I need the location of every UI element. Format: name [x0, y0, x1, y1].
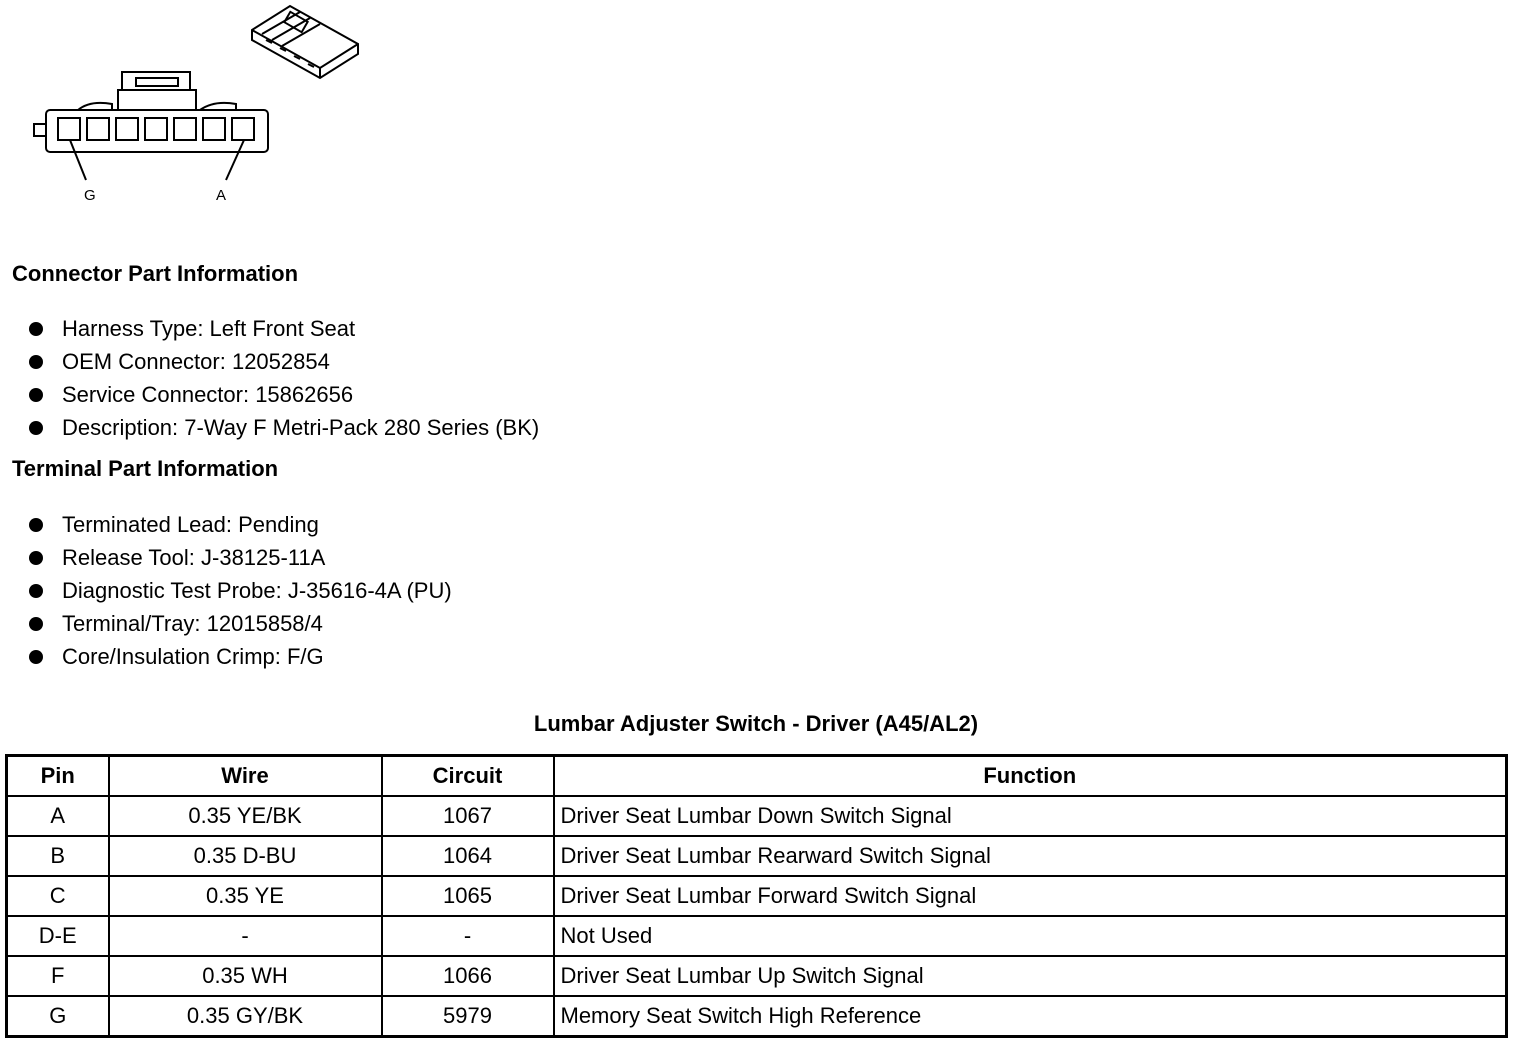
pin-label-a: A [216, 187, 227, 204]
cell-circuit: - [382, 916, 554, 956]
header-circuit: Circuit [382, 756, 554, 797]
cell-pin: G [7, 996, 109, 1037]
pinout-table [5, 754, 1508, 1038]
cell-wire: 0.35 WH [109, 956, 382, 996]
header-wire: Wire [109, 756, 382, 797]
table-row [7, 996, 1507, 1037]
pin-label-g: G [84, 187, 96, 204]
bullet-icon [29, 388, 43, 402]
cell-pin: C [7, 876, 109, 916]
cell-wire: - [109, 916, 382, 956]
cell-pin: D-E [7, 916, 109, 956]
cell-wire: 0.35 YE/BK [109, 796, 382, 836]
list-item: Terminated Lead: Pending [0, 508, 452, 541]
bullet-icon [29, 617, 43, 631]
cell-function: Driver Seat Lumbar Rearward Switch Signal [554, 836, 1507, 876]
cell-function: Not Used [554, 916, 1507, 956]
table-row [7, 916, 1507, 956]
list-item: Service Connector: 15862656 [0, 378, 539, 411]
cell-wire: 0.35 GY/BK [109, 996, 382, 1037]
bullet-icon [29, 584, 43, 598]
bullet-icon [29, 650, 43, 664]
header-pin: Pin [7, 756, 109, 797]
list-item: Core/Insulation Crimp: F/G [0, 640, 452, 673]
connector-front-view [34, 72, 268, 180]
list-item: Terminal/Tray: 12015858/4 [0, 607, 452, 640]
cell-function: Driver Seat Lumbar Down Switch Signal [554, 796, 1507, 836]
cell-pin: F [7, 956, 109, 996]
table-row [7, 956, 1507, 996]
list-item: OEM Connector: 12052854 [0, 345, 539, 378]
header-function: Function [554, 756, 1507, 797]
bullet-icon [29, 421, 43, 435]
table-row [7, 876, 1507, 916]
cell-circuit: 1065 [382, 876, 554, 916]
cell-function: Driver Seat Lumbar Forward Switch Signal [554, 876, 1507, 916]
terminal-info-heading: Terminal Part Information [12, 456, 279, 481]
cell-pin: A [7, 796, 109, 836]
connector-isometric-view [252, 6, 358, 78]
connector-diagram [0, 0, 400, 215]
list-item: Diagnostic Test Probe: J-35616-4A (PU) [0, 574, 452, 607]
bullet-icon [29, 355, 43, 369]
cell-wire: 0.35 D-BU [109, 836, 382, 876]
cell-function: Driver Seat Lumbar Up Switch Signal [554, 956, 1507, 996]
bullet-icon [29, 518, 43, 532]
cell-circuit: 5979 [382, 996, 554, 1037]
list-item: Release Tool: J-38125-11A [0, 541, 452, 574]
bullet-icon [29, 322, 43, 336]
terminal-info-list [0, 508, 452, 673]
cell-circuit: 1067 [382, 796, 554, 836]
connector-info-heading: Connector Part Information [12, 261, 299, 286]
list-item: Description: 7-Way F Metri-Pack 280 Series (BK) [0, 411, 539, 444]
table-title: Lumbar Adjuster Switch - Driver (A45/AL2) [533, 711, 979, 736]
table-row [7, 796, 1507, 836]
cell-circuit: 1064 [382, 836, 554, 876]
table-row [7, 836, 1507, 876]
cell-function: Memory Seat Switch High Reference [554, 996, 1507, 1037]
list-item: Harness Type: Left Front Seat [0, 312, 539, 345]
bullet-icon [29, 551, 43, 565]
cell-wire: 0.35 YE [109, 876, 382, 916]
table-header-row [7, 756, 1507, 797]
cell-circuit: 1066 [382, 956, 554, 996]
cell-pin: B [7, 836, 109, 876]
connector-info-list [0, 312, 539, 444]
